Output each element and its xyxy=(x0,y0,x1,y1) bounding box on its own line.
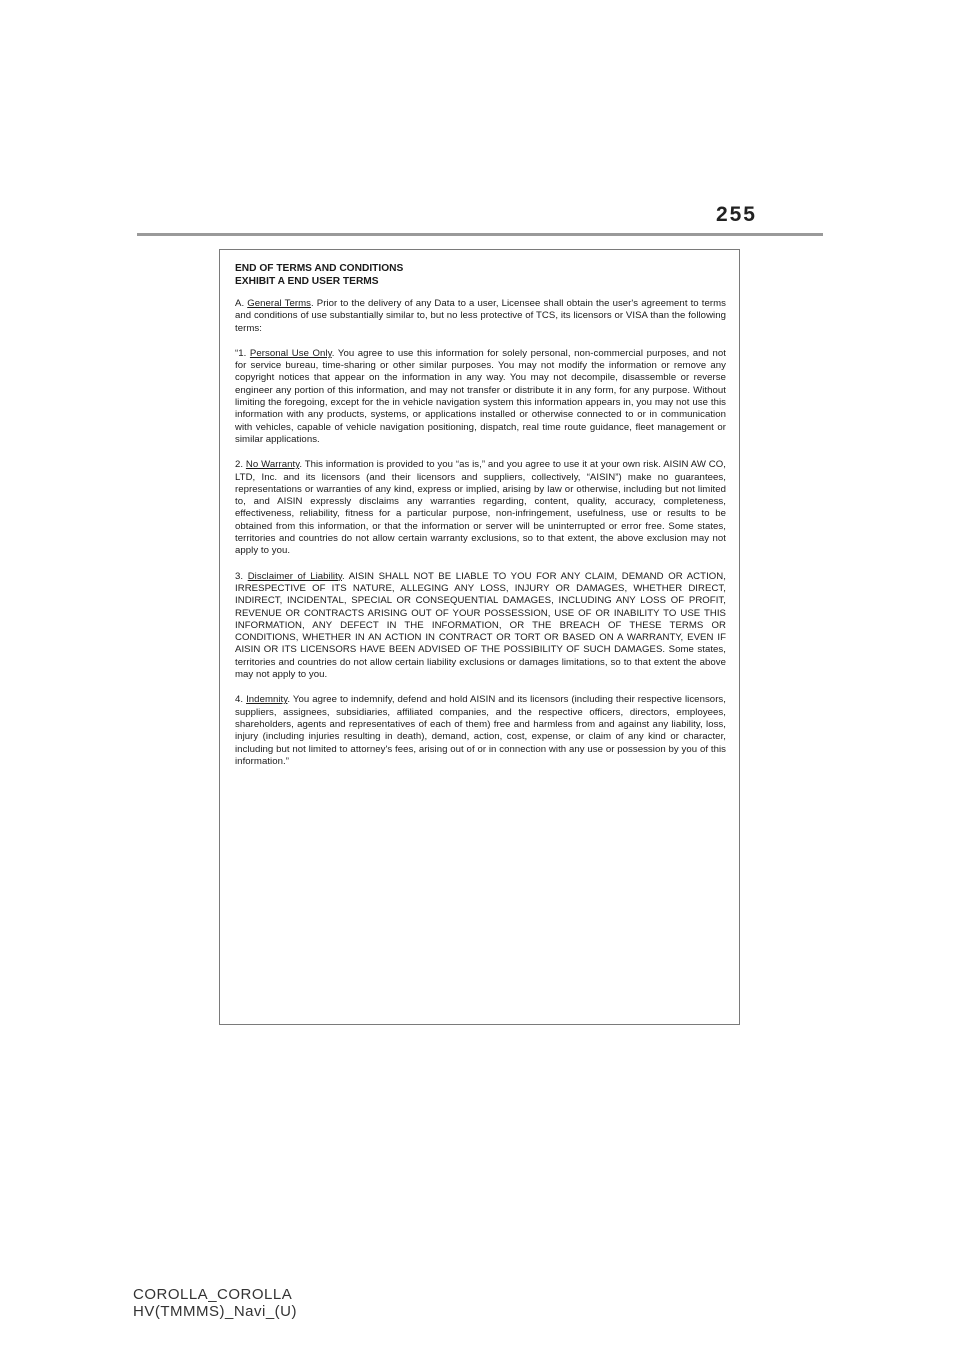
personal-use-title: Personal Use Only xyxy=(249,347,332,359)
header-divider xyxy=(137,233,823,236)
disclaimer-title: Disclaimer of Liability xyxy=(247,570,342,582)
disclaimer-body: . AISIN SHALL NOT BE LIABLE TO YOU FOR ANY CLAIM, DEMAND OR ACTION, IRRESPECTIVE OF ITS NATURE, ALLEGING ANY LOSS, INJURY OR DAMAGES, WHETHER DIRECT, INDIRECT, INCIDENTAL, SPECIAL OR CONSEQUENTIAL DAMAGES, INCLUDING ANY LOSS OF PROFIT, REVENUE OR CONTRACTS ARISING OUT OF YOUR POSSESSION, USE OF OR INABILITY TO USE THIS INFORMATION, ANY DEFECT IN THE INFORMATION, OR THE BREACH OF THESE TERMS OR CONDITIONS, WHETHER IN AN ACTION IN CONTRACT OR TORT OR BASED ON A WARRANTY, EVEN IF AISIN OR ITS LICENSORS HAVE BEEN ADVISED OF THE POSSIBILITY OF SUCH DAMAGES. Some states, territories and countries do not allow certain liability exclusions or damages limitations, so to that extent the above may not apply to you. xyxy=(235,570,726,681)
indemnity-body: . You agree to indemnify, defend and hold AISIN and its licensors (including their respective licensors, suppliers, assignees, subsidiaries, affiliated companies, and the respective officers, directors, employees, shareholders, agents and representatives of each of them) free and harmless from and against any liability, loss, injury (including injuries resulting in death), demand, action, cost, expense, or claim of any kind or character, including but not limited to attorney's fees, arising out of or in connection with any use or possession by you of this information.” xyxy=(235,694,726,767)
indemnity-paragraph xyxy=(235,694,726,768)
no-warranty-title: No Warranty xyxy=(245,459,300,471)
disclaimer-prefix: 3. xyxy=(235,570,248,582)
general-terms-body: . Prior to the delivery of any Data to a user, Licensee shall obtain the user's agreement to terms and conditions of use substantially similar to, but no less protective of TCS, its licensors or VISA than the following terms: xyxy=(235,298,726,334)
general-terms-title: General Terms xyxy=(247,298,311,309)
general-terms-prefix: A. xyxy=(235,298,248,309)
terms-heading-end: END OF TERMS AND CONDITIONS xyxy=(235,263,404,274)
no-warranty-prefix: 2. xyxy=(235,459,246,471)
terms-heading-exhibit: EXHIBIT A END USER TERMS xyxy=(235,276,379,287)
indemnity-prefix: 4. xyxy=(235,694,247,706)
footer-line-2: HV(TMMMS)_Navi_(U) xyxy=(133,1303,297,1320)
no-warranty-body: . This information is provided to you “as is,” and you agree to use it at your own risk. AISIN AW CO, LTD, Inc. and its licensors (and their licensors and suppliers, collectively, “AISIN”) make no guarantees, representations or warranties of any kind, express or implied, arising by law or otherwise, including but not limited to, and AISIN expressly disclaims any warranties regarding, content, quality, accuracy, completeness, effectiveness, reliability, fitness for a particular purpose, non-infringement, usefulness, use or results to be obtained from this information, or that the information or server will be uninterrupted or error free. Some states, territories and countries do not allow certain warranty exclusions, so to that extent, the above exclusion may not apply to you. xyxy=(235,459,726,557)
no-warranty-paragraph xyxy=(235,459,726,557)
general-terms-paragraph xyxy=(235,298,726,335)
indemnity-title: Indemnity xyxy=(246,694,288,706)
terms-box xyxy=(219,249,740,1025)
page-number: 255 xyxy=(715,203,757,226)
personal-use-body: . You agree to use this information for solely personal, non-commercial purposes, and not for service bureau, time-sharing or other similar purposes. You may not modify the information or remove any copyright notices that appear on the information in any way. You may not decompile, disassemble or reverse engineer any portion of this information, and may not transfer or distribute it in any form, for any purpose. Without limiting the foregoing, except for the in vehicle navigation system this information appears in, you may not use this information with any products, systems, or applications installed or otherwise connected to or in communication with vehicles, capable of vehicle navigation positioning, dispatch, real time route guidance, fleet management or similar applications. xyxy=(235,347,726,445)
personal-use-paragraph xyxy=(235,348,726,446)
disclaimer-paragraph xyxy=(235,571,726,682)
footer-line-1: COROLLA_COROLLA xyxy=(133,1286,293,1303)
personal-use-prefix: “1. xyxy=(235,347,250,359)
document-footer xyxy=(133,1286,297,1320)
